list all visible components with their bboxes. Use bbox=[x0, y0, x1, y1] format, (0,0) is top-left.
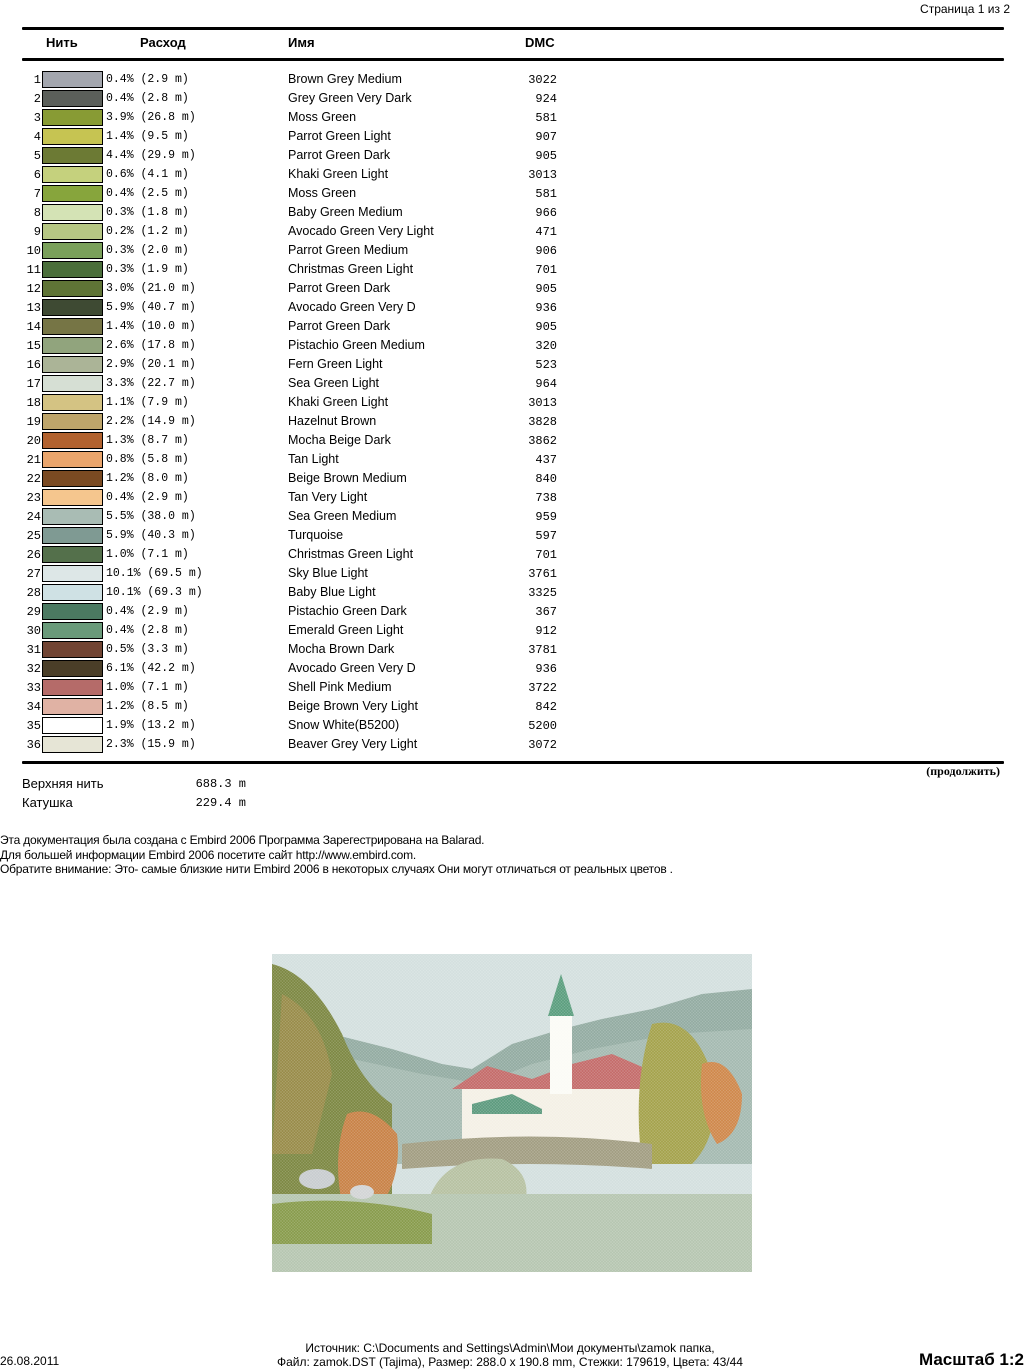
footer-file-info: Файл: zamok.DST (Tajima), Размер: 288.0 x 190.8 mm, Стежки: 179619, Цвета: 43/44 bbox=[277, 1355, 743, 1369]
dmc-code: 966 bbox=[535, 206, 557, 220]
dmc-code: 701 bbox=[535, 263, 557, 277]
thread-name: Moss Green bbox=[288, 186, 357, 200]
table-row bbox=[0, 165, 700, 184]
thread-usage: 1.0% (7.1 m) bbox=[106, 681, 189, 694]
thread-number: 1 bbox=[33, 73, 41, 87]
table-row bbox=[0, 431, 700, 450]
footer-date: 26.08.2011 bbox=[0, 1354, 60, 1368]
color-swatch bbox=[42, 71, 103, 88]
table-row bbox=[0, 279, 700, 298]
thread-usage: 0.4% (2.8 m) bbox=[106, 624, 189, 637]
color-swatch bbox=[42, 717, 103, 734]
dmc-code: 3862 bbox=[528, 434, 557, 448]
thread-usage: 3.9% (26.8 m) bbox=[106, 111, 196, 124]
dmc-code: 924 bbox=[535, 92, 557, 106]
thread-number: 29 bbox=[26, 605, 41, 619]
color-swatch bbox=[42, 299, 103, 316]
thread-name: Baby Green Medium bbox=[288, 205, 403, 219]
color-swatch bbox=[42, 185, 103, 202]
pattern-preview-image bbox=[272, 954, 752, 1272]
dmc-code: 581 bbox=[535, 111, 557, 125]
dmc-code: 905 bbox=[535, 320, 557, 334]
thread-usage: 0.8% (5.8 m) bbox=[106, 453, 189, 466]
color-swatch bbox=[42, 527, 103, 544]
col-header-usage: Расход bbox=[140, 35, 186, 50]
table-row bbox=[0, 127, 700, 146]
thread-usage: 3.0% (21.0 m) bbox=[106, 282, 196, 295]
dmc-code: 523 bbox=[535, 358, 557, 372]
color-swatch bbox=[42, 204, 103, 221]
thread-number: 13 bbox=[26, 301, 41, 315]
thread-name: Tan Light bbox=[288, 452, 339, 466]
color-swatch bbox=[42, 261, 103, 278]
thread-usage: 1.0% (7.1 m) bbox=[106, 548, 189, 561]
table-row bbox=[0, 697, 700, 716]
thread-name: Baby Blue Light bbox=[288, 585, 376, 599]
note-attention: Обратите внимание: Это- самые близкие нити Embird 2006 в некоторых случаях Они могут отличаться от реальных цветов . bbox=[0, 862, 673, 876]
thread-number: 28 bbox=[26, 586, 41, 600]
thread-number: 19 bbox=[26, 415, 41, 429]
thread-name: Avocado Green Very D bbox=[288, 661, 416, 675]
dmc-code: 701 bbox=[535, 548, 557, 562]
table-row bbox=[0, 526, 700, 545]
dmc-code: 3013 bbox=[528, 396, 557, 410]
thread-number: 4 bbox=[33, 130, 41, 144]
color-swatch bbox=[42, 147, 103, 164]
thread-usage: 0.3% (2.0 m) bbox=[106, 244, 189, 257]
thread-number: 12 bbox=[26, 282, 41, 296]
table-row bbox=[0, 488, 700, 507]
table-row bbox=[0, 336, 700, 355]
dmc-code: 840 bbox=[535, 472, 557, 486]
thread-usage: 0.4% (2.9 m) bbox=[106, 491, 189, 504]
thread-usage: 0.4% (2.5 m) bbox=[106, 187, 189, 200]
thread-usage: 1.2% (8.0 m) bbox=[106, 472, 189, 485]
thread-usage: 5.9% (40.7 m) bbox=[106, 301, 196, 314]
thread-name: Parrot Green Medium bbox=[288, 243, 409, 257]
thread-name: Beige Brown Medium bbox=[288, 471, 407, 485]
thread-number: 5 bbox=[33, 149, 41, 163]
thread-name: Emerald Green Light bbox=[288, 623, 404, 637]
thread-number: 20 bbox=[26, 434, 41, 448]
thread-number: 11 bbox=[26, 263, 41, 277]
dmc-code: 959 bbox=[535, 510, 557, 524]
table-row bbox=[0, 241, 700, 260]
table-row bbox=[0, 469, 700, 488]
thread-number: 36 bbox=[26, 738, 41, 752]
thread-usage: 0.4% (2.9 m) bbox=[106, 73, 189, 86]
dmc-code: 3761 bbox=[528, 567, 557, 581]
thread-name: Parrot Green Dark bbox=[288, 148, 391, 162]
thread-number: 16 bbox=[26, 358, 41, 372]
thread-usage: 5.9% (40.3 m) bbox=[106, 529, 196, 542]
thread-number: 33 bbox=[26, 681, 41, 695]
color-swatch bbox=[42, 698, 103, 715]
table-row bbox=[0, 108, 700, 127]
thread-number: 31 bbox=[26, 643, 41, 657]
thread-usage: 2.6% (17.8 m) bbox=[106, 339, 196, 352]
thread-number: 3 bbox=[33, 111, 41, 125]
table-row bbox=[0, 222, 700, 241]
dmc-code: 738 bbox=[535, 491, 557, 505]
dmc-code: 905 bbox=[535, 282, 557, 296]
color-swatch bbox=[42, 375, 103, 392]
table-row bbox=[0, 355, 700, 374]
color-swatch bbox=[42, 318, 103, 335]
thread-usage: 0.3% (1.8 m) bbox=[106, 206, 189, 219]
table-row bbox=[0, 564, 700, 583]
dmc-code: 581 bbox=[535, 187, 557, 201]
thread-usage: 1.3% (8.7 m) bbox=[106, 434, 189, 447]
dmc-code: 320 bbox=[535, 339, 557, 353]
table-rule-end bbox=[22, 761, 1004, 764]
thread-usage: 2.9% (20.1 m) bbox=[106, 358, 196, 371]
thread-name: Grey Green Very Dark bbox=[288, 91, 412, 105]
thread-name: Snow White(B5200) bbox=[288, 718, 400, 732]
thread-number: 23 bbox=[26, 491, 41, 505]
thread-usage: 1.4% (9.5 m) bbox=[106, 130, 189, 143]
thread-usage: 1.4% (10.0 m) bbox=[106, 320, 196, 333]
thread-name: Avocado Green Very D bbox=[288, 300, 416, 314]
dmc-code: 964 bbox=[535, 377, 557, 391]
note-more-info: Для большей информации Embird 2006 посетите сайт http://www.embird.com. bbox=[0, 848, 417, 862]
thread-name: Shell Pink Medium bbox=[288, 680, 392, 694]
color-swatch bbox=[42, 603, 103, 620]
thread-usage: 0.4% (2.9 m) bbox=[106, 605, 189, 618]
table-row bbox=[0, 545, 700, 564]
dmc-code: 437 bbox=[535, 453, 557, 467]
color-swatch bbox=[42, 109, 103, 126]
color-swatch bbox=[42, 280, 103, 297]
footer-source: Источник: C:\Documents and Settings\Admin\Мои документы\zamok папка, bbox=[305, 1341, 715, 1355]
footer-scale: Масштаб 1:2 bbox=[918, 1350, 1024, 1369]
dmc-code: 3722 bbox=[528, 681, 557, 695]
thread-name: Beige Brown Very Light bbox=[288, 699, 418, 713]
total-top-thread-label: Верхняя нить bbox=[22, 776, 104, 791]
thread-usage: 1.9% (13.2 m) bbox=[106, 719, 196, 732]
color-swatch bbox=[42, 641, 103, 658]
thread-table bbox=[0, 70, 700, 754]
col-header-dmc: DMC bbox=[525, 35, 555, 50]
thread-usage: 10.1% (69.5 m) bbox=[106, 567, 203, 580]
dmc-code: 3022 bbox=[528, 73, 557, 87]
dmc-code: 905 bbox=[535, 149, 557, 163]
table-row bbox=[0, 184, 700, 203]
thread-name: Brown Grey Medium bbox=[288, 72, 402, 86]
dmc-code: 5200 bbox=[528, 719, 557, 733]
thread-name: Hazelnut Brown bbox=[288, 414, 377, 428]
table-row bbox=[0, 70, 700, 89]
thread-number: 32 bbox=[26, 662, 41, 676]
thread-number: 9 bbox=[33, 225, 41, 239]
thread-number: 15 bbox=[26, 339, 41, 353]
thread-number: 21 bbox=[26, 453, 41, 467]
thread-usage: 4.4% (29.9 m) bbox=[106, 149, 196, 162]
table-row bbox=[0, 203, 700, 222]
thread-name: Mocha Brown Dark bbox=[288, 642, 395, 656]
total-bobbin-label: Катушка bbox=[22, 795, 73, 810]
thread-name: Moss Green bbox=[288, 110, 357, 124]
thread-number: 25 bbox=[26, 529, 41, 543]
thread-name: Pistachio Green Dark bbox=[288, 604, 407, 618]
dmc-code: 936 bbox=[535, 662, 557, 676]
thread-name: Tan Very Light bbox=[288, 490, 368, 504]
dmc-code: 3013 bbox=[528, 168, 557, 182]
dmc-code: 906 bbox=[535, 244, 557, 258]
table-row bbox=[0, 298, 700, 317]
color-swatch bbox=[42, 736, 103, 753]
thread-number: 27 bbox=[26, 567, 41, 581]
table-row bbox=[0, 640, 700, 659]
thread-name: Parrot Green Dark bbox=[288, 319, 391, 333]
color-swatch bbox=[42, 90, 103, 107]
note-created: Эта документация была создана с Embird 2006 Программа Зарегестрирована на Balarad. bbox=[0, 833, 485, 847]
total-bobbin-value: 229.4 m bbox=[195, 796, 246, 810]
table-row bbox=[0, 716, 700, 735]
color-swatch bbox=[42, 584, 103, 601]
dmc-code: 3781 bbox=[528, 643, 557, 657]
thread-number: 24 bbox=[26, 510, 41, 524]
thread-name: Pistachio Green Medium bbox=[288, 338, 425, 352]
color-swatch bbox=[42, 679, 103, 696]
table-row bbox=[0, 583, 700, 602]
color-swatch bbox=[42, 166, 103, 183]
dmc-code: 936 bbox=[535, 301, 557, 315]
thread-name: Khaki Green Light bbox=[288, 395, 389, 409]
thread-name: Turquoise bbox=[288, 528, 344, 542]
table-row bbox=[0, 146, 700, 165]
color-swatch bbox=[42, 413, 103, 430]
thread-number: 18 bbox=[26, 396, 41, 410]
table-row bbox=[0, 507, 700, 526]
table-row bbox=[0, 412, 700, 431]
table-row bbox=[0, 260, 700, 279]
thread-name: Khaki Green Light bbox=[288, 167, 389, 181]
table-row bbox=[0, 678, 700, 697]
table-row bbox=[0, 735, 700, 754]
color-swatch bbox=[42, 432, 103, 449]
thread-name: Fern Green Light bbox=[288, 357, 383, 371]
thread-name: Christmas Green Light bbox=[288, 262, 414, 276]
thread-usage: 2.2% (14.9 m) bbox=[106, 415, 196, 428]
page-indicator: Страница 1 из 2 bbox=[920, 2, 1010, 16]
thread-name: Sea Green Light bbox=[288, 376, 380, 390]
thread-number: 22 bbox=[26, 472, 41, 486]
table-row bbox=[0, 602, 700, 621]
dmc-code: 3325 bbox=[528, 586, 557, 600]
thread-name: Parrot Green Light bbox=[288, 129, 391, 143]
color-swatch bbox=[42, 565, 103, 582]
table-row bbox=[0, 450, 700, 469]
thread-usage: 5.5% (38.0 m) bbox=[106, 510, 196, 523]
thread-name: Mocha Beige Dark bbox=[288, 433, 391, 447]
thread-usage: 0.2% (1.2 m) bbox=[106, 225, 189, 238]
table-row bbox=[0, 659, 700, 678]
total-top-thread-value: 688.3 m bbox=[195, 777, 246, 791]
thread-number: 8 bbox=[33, 206, 41, 220]
dmc-code: 597 bbox=[535, 529, 557, 543]
color-swatch bbox=[42, 470, 103, 487]
thread-name: Christmas Green Light bbox=[288, 547, 414, 561]
thread-number: 7 bbox=[33, 187, 41, 201]
thread-number: 14 bbox=[26, 320, 41, 334]
color-swatch bbox=[42, 451, 103, 468]
color-swatch bbox=[42, 660, 103, 677]
table-row bbox=[0, 374, 700, 393]
table-row bbox=[0, 89, 700, 108]
thread-number: 6 bbox=[33, 168, 41, 182]
thread-usage: 0.3% (1.9 m) bbox=[106, 263, 189, 276]
thread-name: Sea Green Medium bbox=[288, 509, 397, 523]
thread-number: 34 bbox=[26, 700, 41, 714]
thread-number: 2 bbox=[33, 92, 41, 106]
table-row bbox=[0, 393, 700, 412]
header-rule-top bbox=[22, 27, 1004, 30]
dmc-code: 842 bbox=[535, 700, 557, 714]
thread-number: 10 bbox=[26, 244, 41, 258]
thread-usage: 0.5% (3.3 m) bbox=[106, 643, 189, 656]
thread-usage: 6.1% (42.2 m) bbox=[106, 662, 196, 675]
thread-usage: 3.3% (22.7 m) bbox=[106, 377, 196, 390]
table-row bbox=[0, 621, 700, 640]
dmc-code: 471 bbox=[535, 225, 557, 239]
dmc-code: 3828 bbox=[528, 415, 557, 429]
table-row bbox=[0, 317, 700, 336]
thread-number: 35 bbox=[26, 719, 41, 733]
dmc-code: 3072 bbox=[528, 738, 557, 752]
color-swatch bbox=[42, 489, 103, 506]
thread-usage: 2.3% (15.9 m) bbox=[106, 738, 196, 751]
thread-usage: 0.6% (4.1 m) bbox=[106, 168, 189, 181]
thread-name: Beaver Grey Very Light bbox=[288, 737, 418, 751]
thread-number: 30 bbox=[26, 624, 41, 638]
color-swatch bbox=[42, 337, 103, 354]
thread-number: 26 bbox=[26, 548, 41, 562]
color-swatch bbox=[42, 622, 103, 639]
header-rule-bottom bbox=[22, 58, 1004, 61]
color-swatch bbox=[42, 546, 103, 563]
thread-usage: 1.2% (8.5 m) bbox=[106, 700, 189, 713]
thread-usage: 10.1% (69.3 m) bbox=[106, 586, 203, 599]
color-swatch bbox=[42, 223, 103, 240]
continue-label: (продолжить) bbox=[926, 764, 1000, 778]
thread-usage: 0.4% (2.8 m) bbox=[106, 92, 189, 105]
dmc-code: 367 bbox=[535, 605, 557, 619]
thread-name: Avocado Green Very Light bbox=[288, 224, 434, 238]
thread-name: Sky Blue Light bbox=[288, 566, 368, 580]
thread-number: 17 bbox=[26, 377, 41, 391]
thread-name: Parrot Green Dark bbox=[288, 281, 391, 295]
col-header-name: Имя bbox=[288, 35, 315, 50]
col-header-thread: Нить bbox=[46, 35, 78, 50]
color-swatch bbox=[42, 128, 103, 145]
color-swatch bbox=[42, 242, 103, 259]
color-swatch bbox=[42, 394, 103, 411]
dmc-code: 912 bbox=[535, 624, 557, 638]
thread-usage: 1.1% (7.9 m) bbox=[106, 396, 189, 409]
color-swatch bbox=[42, 508, 103, 525]
dmc-code: 907 bbox=[535, 130, 557, 144]
color-swatch bbox=[42, 356, 103, 373]
